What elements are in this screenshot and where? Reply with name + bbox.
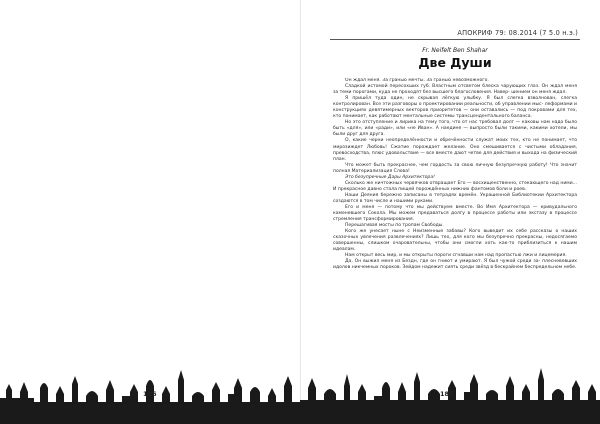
header-rule bbox=[330, 39, 580, 40]
paragraph: Но это отступление и лирика на тему того, что от нас требовал долг — каковы нам надо было быть «для», или «ради», или «не Иван». А наедине — выпросто были такими, какими хотели, мы были друг для друга. bbox=[333, 120, 577, 138]
paragraph: Нам открыт весь мир, и мы открыты пороги сгнавши нам над пропастью лжи и лицемерия. bbox=[345, 253, 567, 259]
paragraph: Сладкой истомой пересохших губ. Властным отсветом блеска чарующих глаз. Он ждал меня за теми порогами, куда не проходят без высшего благословения. Навер- шением он меня ждал. bbox=[333, 84, 577, 96]
paragraph: Что может быть прекраснее, чем гордость за свою личную безупречную работу! Что значит полная Материализация Слова! bbox=[333, 162, 577, 174]
page-number-left: 186 bbox=[143, 390, 157, 398]
story-title: Две Души bbox=[418, 55, 492, 70]
page-number-right: 187 bbox=[440, 390, 454, 398]
spine-divider bbox=[300, 0, 301, 424]
story-body bbox=[333, 78, 577, 350]
running-header: АПОКРИФ 79: 08.2014 (7 5.0 н.э.) bbox=[457, 29, 578, 37]
paragraph: Это безупречные Дары Архитектора! bbox=[345, 174, 435, 180]
paragraph: Да, Он выжил меня из Бездн, где он гниют и умирают. Я был чужой среди за- плесневевших идолов никчемных пороков. Зейдом надежит сиять среди звёзд в бескрайнем беспредельном небе. bbox=[333, 259, 577, 271]
paragraph: Кого же унесает ныне с Неизменные забавы? Кого выведит их себе рассказы о наших сказочных увлечения развлечениях? Лишь тех, для кого мы безупречно прекрасны, недосягаемо совершенны, слишком очаровательны, чтобы они смогли хоть как-то приблизиться к нашим идеалам. bbox=[333, 229, 577, 253]
paragraph: Я пришёл туда один, не скрывая лёгкую улыбку. Я был слегка взволнован, слегка контролирован. Все эти разговоры о проектировании реальности, об управлении мыс- леформами и конструкциях девятимерных векторов приоритетов — они оставались — под покровами для тех, кто понимает, как работают ментальные системы трансцендентального баланса. bbox=[333, 96, 577, 120]
paragraph: О, какие черни неопределённости и обречённости служат моих тех, кто не понимает, что мирозиждет Любовь! Сжатие порождает желание. Оно смешивается с чистыми обладания, превосходства, плюс удовольствие — все вместе дают четве для действия и выхода на физический план. bbox=[333, 138, 577, 162]
paragraph: Сколько же ничтожных червячков отвращает Его — восхищенственно, стекающего над ними... И прекрасное давно стала пищей порождённых нижних фантомов боли и роев. bbox=[333, 180, 577, 192]
city-skyline-decoration bbox=[0, 362, 600, 424]
paragraph: Его и меня — потому что мы действуем вместе. Во Имя Архитектора — кривудального каменевшего Сокола. Мы можем предаваться долгу в процессе работы или экстазу в процессе стремления трансформирования. bbox=[333, 204, 577, 223]
paragraph: Наши Деяния бережно записаны в тетрадях времён. Украшенной Библиотекии Архитектора создаются в том числе и нашими руками. bbox=[333, 192, 577, 204]
paragraph: Он ждал меня. За гранью мечты. За гранью невозможного. bbox=[345, 78, 489, 83]
paragraph: Перешагивая мосты по тропам Свободы. bbox=[345, 223, 444, 229]
story-author: Fr. Neifelt Ben Shahar bbox=[422, 47, 488, 54]
